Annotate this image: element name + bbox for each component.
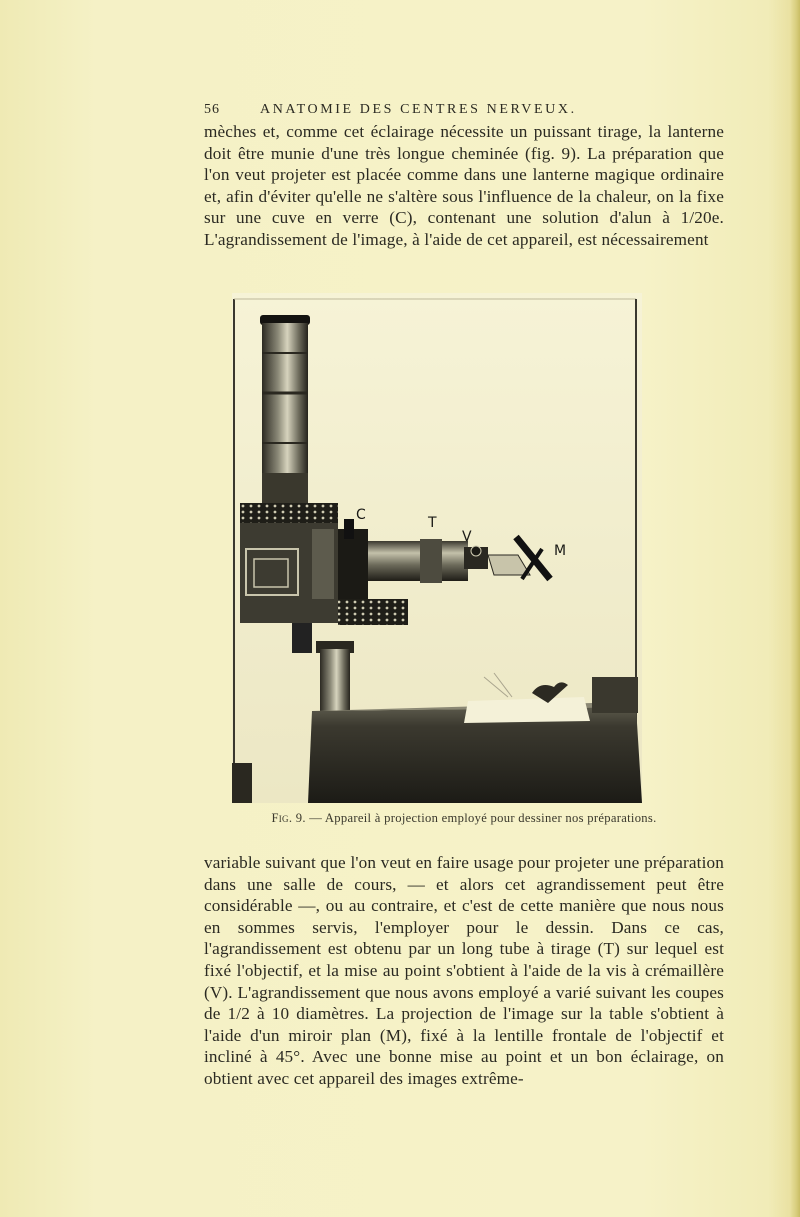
page-edge-shadow xyxy=(790,0,800,1217)
figure-number: Fig. 9. xyxy=(271,811,306,825)
page-number: 56 xyxy=(204,102,220,117)
label-c: C xyxy=(356,507,366,523)
running-title: ANATOMIE DES CENTRES NERVEUX. xyxy=(260,102,577,117)
paragraph-top: mèches et, comme cet éclairage nécessite un puissant tirage, la lanterne doit être munie d'une très longue cheminée (fig. 9). La préparation que l'on veut projeter est placée comme dans une lanterne magique ordinaire et, afin d'éviter qu'elle ne s'altère sous l'influence de la chaleur, on la fixe sur une cuve en verre (C), contenant une solution d'alun à 1/20e. L'agrandissement de l'image, à l'aide de cet appareil, est nécessairement xyxy=(204,122,724,249)
drawing-paper xyxy=(464,697,590,723)
figure-caption xyxy=(204,811,724,826)
caption-text: — Appareil à projection employé pour dessiner nos préparations. xyxy=(305,811,657,825)
label-v: V xyxy=(462,529,472,545)
label-t: T xyxy=(428,515,437,531)
apparatus-photograph xyxy=(232,293,642,803)
figure-projection-apparatus xyxy=(232,293,642,803)
page-header xyxy=(0,102,800,122)
label-m: M xyxy=(554,543,567,559)
paragraph-bottom: variable suivant que l'on veut en faire usage pour projeter une préparation dans une salle de cours, — et alors cet agrandissement peut être considérable —, ou au contraire, et c'est de cette manière que nous nous en sommes servis, l'employer pour le dessin. Dans ce cas, l'agrandissement est obtenu par un long tube à tirage (T) sur lequel est fixé l'objectif, et la mise au point s'obtient à l'aide de la vis à crémaillère (V). L'agrandissement que nous avons employé a varié suivant les coupes de 1/2 à 10 diamètres. La projection de l'image sur la table s'obtient à l'aide d'un miroir plan (M), fixé à la lentille frontale de l'objectif et incliné à 45°. Avec une bonne mise au point et un bon éclairage, on obtient avec cet appareil des images extrême- xyxy=(204,853,724,1088)
